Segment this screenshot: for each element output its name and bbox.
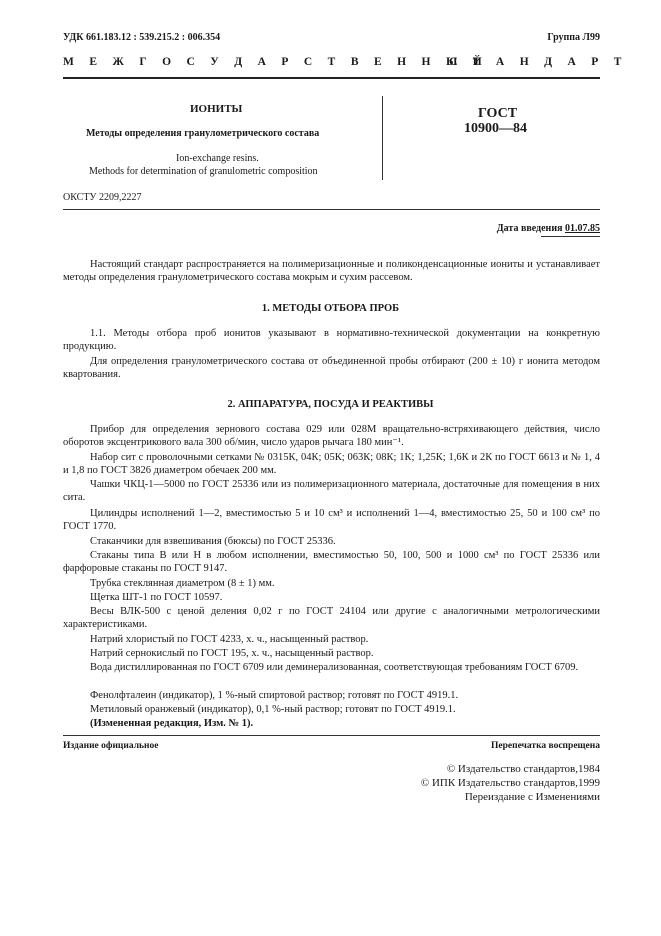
apparatus-item: Трубка стеклянная диаметром (8 ± 1) мм. <box>90 578 275 589</box>
section-2-heading: 2. АППАРАТУРА, ПОСУДА И РЕАКТИВЫ <box>227 399 434 410</box>
apparatus-item: Стаканы типа В или Н в любом исполнении, вместимостью 50, 100, 500 и 1000 см³ по ГОСТ 25336 или фарфоровые стаканы по ГОСТ 9147. <box>63 550 600 575</box>
apparatus-item: Вода дистиллированная по ГОСТ 6709 или деминерализованная, соответствующая требованиям ГОСТ 6709. <box>90 662 579 673</box>
okstu-code: ОКСТУ 2209,2227 <box>63 192 142 203</box>
apparatus-item: Цилиндры исполнений 1—2, вместимостью 5 и 10 см³ и исполнений 1—4, вместимостью 25, 50 и 100 см³ по ГОСТ 1770. <box>63 508 600 533</box>
doc-subtitle-ru: Методы определения гранулометрического состава <box>86 128 320 139</box>
intro-paragraph: Настоящий стандарт распространяется на полимеризационные и поликонденсационные иониты и устанавливает методы определения гранулометрического состава мокрым и сухим рассевом. <box>63 259 600 284</box>
apparatus-item: Прибор для определения зернового состава 029 или 028М вращательно-встряхивающего действия, число оборотов эксцентрикового вала 300 об/мин, число ударов рычага 180 мин⁻¹. <box>63 424 600 449</box>
doc-title: ИОНИТЫ <box>190 103 243 115</box>
doc-title-en-2: Methods for determination of granulometric composition <box>89 166 318 177</box>
gost-number: 10900—84 <box>464 121 527 136</box>
effective-date-label: Дата введения <box>496 223 563 234</box>
apparatus-item: Щетка ШТ-1 по ГОСТ 10597. <box>90 592 223 603</box>
banner-standard: С Т А Н Д А Р Т <box>449 56 628 68</box>
apparatus-item: Натрий сернокислый по ГОСТ 195, х. ч., насыщенный раствор. <box>90 648 374 659</box>
apparatus-item: Метиловый оранжевый (индикатор), 0,1 %-ный раствор; готовят по ГОСТ 4919.1. <box>90 704 456 715</box>
effective-date <box>497 222 600 235</box>
revision-note: (Измененная редакция, Изм. № 1). <box>90 718 254 729</box>
gost-label: ГОСТ <box>478 106 518 121</box>
official-edition: Издание официальное <box>63 741 159 751</box>
banner-interstate: М Е Ж Г О С У Д А Р С Т В Е Н Н Ы Й <box>63 56 488 68</box>
apparatus-item: Фенолфталеин (индикатор), 1 %-ный спиртовой раствор; готовят по ГОСТ 4919.1. <box>90 690 459 701</box>
okstu-rule <box>63 209 600 210</box>
apparatus-item: Весы ВЛК-500 с ценой деления 0,02 г по ГОСТ 24104 или другие с аналогичными метрологическими характеристиками. <box>63 606 600 631</box>
title-divider <box>382 96 383 180</box>
copyright-1999: © ИПК Издательство стандартов,1999 <box>420 777 600 789</box>
reissue-note: Переиздание с Изменениями <box>464 791 600 803</box>
banner-rule <box>63 77 600 79</box>
effective-date-value: 01.07.85 <box>565 223 600 234</box>
footer-rule <box>63 735 600 736</box>
doc-title-en-1: Ion-exchange resins. <box>176 153 259 164</box>
apparatus-item: Натрий хлористый по ГОСТ 4233, х. ч., насыщенный раствор. <box>90 634 369 645</box>
date-underline <box>541 236 600 237</box>
section-1-heading: 1. МЕТОДЫ ОТБОРА ПРОБ <box>261 303 400 314</box>
apparatus-item: Набор сит с проволочными сетками № 0315К, 04К; 05К; 063К; 08К; 1К; 1,25К; 1,6К и 2К по ГОСТ 6613 и № 1, 4 и 1,8 по ГОСТ 3826 диаметром обечаек 200 мм. <box>63 452 600 477</box>
section-1-paragraph-1: 1.1. Методы отбора проб ионитов указывают в нормативно-технической документации на конкретную продукцию. <box>63 328 600 353</box>
apparatus-item: Стаканчики для взвешивания (бюксы) по ГОСТ 25336. <box>90 536 336 547</box>
group-code: Группа Л99 <box>547 32 600 43</box>
copyright-1984: © Издательство стандартов,1984 <box>446 763 600 775</box>
reprint-prohibited: Перепечатка воспрещена <box>490 741 600 751</box>
section-1-paragraph-2: Для определения гранулометрического состава от объединенной пробы отбирают (200 ± 10) г ионита методом квартования. <box>63 356 600 381</box>
apparatus-item: Чашки ЧКЦ-1—5000 по ГОСТ 25336 или из полимеризационного материала, достаточные для помещения в них сита. <box>63 479 600 504</box>
udk-code: УДК 661.183.12 : 539.215.2 : 006.354 <box>63 32 221 43</box>
copyright-block <box>421 762 600 804</box>
